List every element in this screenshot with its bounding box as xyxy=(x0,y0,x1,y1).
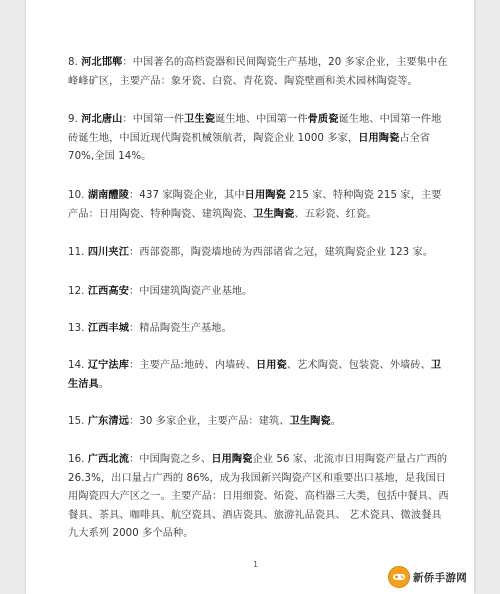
entry-text-segment: 。 xyxy=(330,416,341,427)
entry-12-text xyxy=(68,283,450,302)
entry-place-name: 江西高安 xyxy=(87,286,129,297)
entry-text-segment: 、艺术陶瓷、包装瓷、外墙砖、 xyxy=(286,360,431,371)
entry-place-name: 广西北流 xyxy=(87,454,129,465)
entry-text-segment: 、五彩瓷、红瓷。 xyxy=(294,208,377,220)
controller-icon xyxy=(388,566,410,588)
entry-9-text xyxy=(68,111,450,167)
entry-text-segment: ：中国建筑陶瓷产业基地。 xyxy=(129,286,253,297)
entry-text-segment: ：精品陶瓷生产基地。 xyxy=(129,323,232,334)
entry-number: 13. xyxy=(68,323,88,334)
watermark-text: 新侨手游网 xyxy=(413,571,467,584)
entry-15-text xyxy=(68,413,450,432)
entry-text-segment: 峰峰矿区，主要产品：象牙瓷、白瓷、青花瓷、陶瓷壁画和美术园林陶瓷等。 xyxy=(68,75,418,87)
entry-number: 16. xyxy=(68,454,88,465)
entry-10-text xyxy=(68,187,450,224)
entry-number: 14. xyxy=(68,360,88,371)
entry-text-segment: 215 家、特种陶瓷 215 家，主要产品：日用陶瓷、特种陶瓷、建筑陶瓷、 xyxy=(68,190,442,220)
entry-number: 11. xyxy=(68,247,88,258)
entry-number: 9. xyxy=(68,114,82,125)
entry-place-name: 河北邯郸 xyxy=(81,57,123,68)
entry-15 xyxy=(68,413,450,432)
highlight-term: 卫生陶瓷 xyxy=(253,208,295,220)
entry-place-name: 广东清远 xyxy=(87,416,129,427)
watermark-logo xyxy=(388,566,467,588)
highlight-term: 日用陶瓷 xyxy=(211,454,253,465)
entry-8-text xyxy=(68,54,450,91)
entry-10 xyxy=(68,187,450,224)
entry-place-name: 河北唐山 xyxy=(81,114,123,125)
entry-text-segment: ：中国陶瓷之乡、 xyxy=(129,454,212,465)
entry-place-name: 辽宁法库 xyxy=(87,360,129,371)
highlight-term: 日用陶瓷 xyxy=(244,190,286,201)
entry-text-segment: ：主要产品:地砖、内墙砖、 xyxy=(129,360,256,371)
entry-9 xyxy=(68,111,450,167)
page-number: 1 xyxy=(253,560,259,569)
entry-16 xyxy=(68,451,450,544)
entry-16-text xyxy=(68,451,450,544)
entry-place-name: 湖南醴陵 xyxy=(87,190,129,201)
entry-8 xyxy=(68,54,450,91)
entry-text-segment: ：西部瓷都，陶瓷墙地砖为西部诸省之冠，建筑陶瓷企业 123 家。 xyxy=(129,247,434,258)
entry-number: 8. xyxy=(68,57,82,68)
entry-number: 15. xyxy=(68,416,88,427)
entry-text-segment: ：中国著名的高档瓷器和民间陶瓷生产基地，20 多家企业，主要集中在 xyxy=(122,57,448,68)
entry-text-segment: 企业 56 家、北流市日用陶瓷产量占广西的 26.3%，出口量占广西的 86%，成为我国新兴陶瓷产区和重要出口基地，是我国日用陶瓷四大产区之一。主要产品：日用细瓷、炻瓷、高档器三大类，包括中餐具、西餐具、茶具、咖啡具、航空瓷具、酒店瓷具、旅游礼品瓷具、 艺术瓷具、微波餐具九大系列 2000 多个品种。 xyxy=(68,454,449,539)
entry-13-text xyxy=(68,320,450,339)
entry-text-segment: ：30 多家企业，主要产品：建筑、 xyxy=(129,416,290,427)
entry-14 xyxy=(68,357,450,394)
highlight-term: 卫生瓷 xyxy=(184,114,216,125)
entry-text-segment: ：中国第一件 xyxy=(122,114,185,125)
highlight-term: 日用陶瓷 xyxy=(358,132,400,144)
entry-text-segment: 诞生地、中国第一件 xyxy=(215,114,308,125)
entry-text-segment: 诞生地、中国第一件地砖诞生地，中国近现代陶瓷机械领航者，陶瓷企业 1000 多家， xyxy=(68,114,442,144)
highlight-term: 卫生陶瓷 xyxy=(289,416,331,427)
highlight-term: 日用瓷 xyxy=(255,360,287,371)
entry-place-name: 四川夹江 xyxy=(87,247,129,258)
entry-13 xyxy=(68,320,450,339)
entry-number: 10. xyxy=(68,190,88,201)
entry-14-text xyxy=(68,357,450,394)
highlight-term: 卫生洁具 xyxy=(68,360,442,390)
entry-place-name: 江西丰城 xyxy=(87,323,129,334)
entry-11 xyxy=(68,244,450,263)
entry-12 xyxy=(68,283,450,302)
entry-text-segment: 。 xyxy=(98,378,110,390)
entry-number: 12. xyxy=(68,286,88,297)
entry-11-text xyxy=(68,244,450,263)
entry-text-segment: ：437 家陶瓷企业，其中 xyxy=(129,190,245,201)
entry-text-segment: 占全省 70%,全国 14%。 xyxy=(68,132,431,162)
highlight-term: 骨质瓷 xyxy=(307,114,339,125)
